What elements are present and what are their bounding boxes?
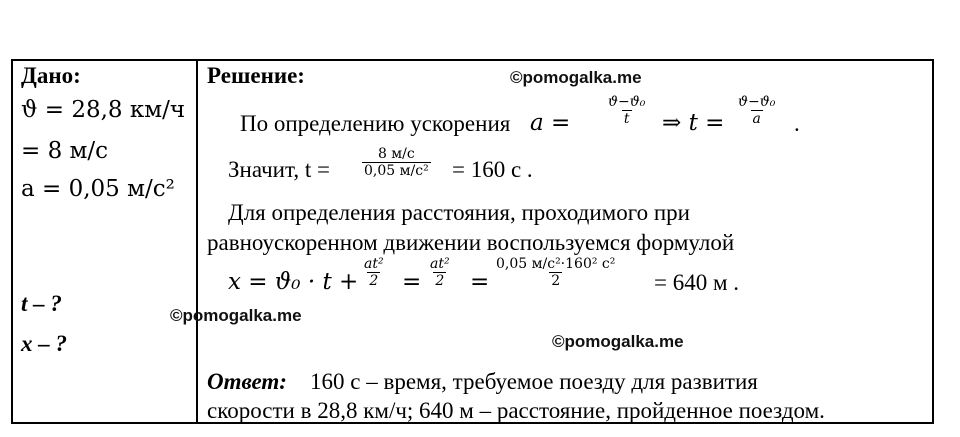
time-text: Значит, t = bbox=[228, 157, 330, 182]
formula-eq-2: = bbox=[470, 269, 490, 295]
fraction-f1-numerator: at² bbox=[364, 256, 384, 272]
fraction-f2-numerator: at² bbox=[430, 256, 450, 272]
fraction-a-numerator: ϑ−ϑ₀ bbox=[608, 94, 646, 110]
fraction-a-denominator: t bbox=[623, 111, 630, 128]
fraction-time-value bbox=[362, 146, 431, 179]
watermark: ©pomogalka.me bbox=[552, 332, 684, 351]
fraction-f3-denominator: 2 bbox=[551, 273, 561, 290]
answer-line-1: 160 с – время, требуемое поезду для развития bbox=[310, 369, 758, 394]
fraction-t-numerator: ϑ−ϑ₀ bbox=[738, 94, 776, 110]
line-end: . bbox=[794, 111, 800, 136]
watermark: ©pomogalka.me bbox=[510, 68, 642, 87]
fraction-f3 bbox=[494, 256, 617, 289]
paragraph-line-1: Для определения расстояния, проходимого при bbox=[228, 200, 690, 225]
solution-title: Решение: bbox=[207, 63, 305, 88]
given-speed-si: = 8 м/с bbox=[21, 138, 109, 164]
formula-implies: ⇒ t = bbox=[662, 110, 725, 136]
find-time: t – ? bbox=[21, 291, 62, 316]
formula-a-label: a = bbox=[530, 110, 571, 136]
formula-distance-result: = 640 м . bbox=[654, 270, 740, 295]
watermark: ©pomogalka.me bbox=[170, 306, 302, 325]
given-title: Дано: bbox=[21, 63, 81, 88]
given-speed: ϑ = 28,8 км/ч bbox=[21, 97, 186, 123]
find-distance: x – ? bbox=[21, 331, 67, 356]
paragraph-line-2: равноускоренном движении воспользуемся формулой bbox=[207, 230, 735, 255]
fraction-f2 bbox=[428, 256, 452, 289]
fraction-t bbox=[736, 94, 777, 127]
fraction-f2-denominator: 2 bbox=[435, 273, 445, 290]
fraction-f1 bbox=[362, 256, 386, 289]
fraction-f3-numerator: 0,05 м/с²·160² с² bbox=[496, 256, 616, 272]
fraction-a bbox=[606, 94, 647, 127]
answer-line-2: скорости в 28,8 км/ч; 640 м – расстояние, пройденное поездом. bbox=[207, 398, 825, 423]
fraction-time-numerator: 8 м/с bbox=[377, 146, 415, 162]
given-acceleration: a = 0,05 м/с² bbox=[21, 176, 175, 202]
fraction-f1-denominator: 2 bbox=[369, 273, 379, 290]
column-divider bbox=[196, 59, 198, 424]
answer-label: Ответ: bbox=[207, 369, 287, 394]
time-result: = 160 с . bbox=[452, 157, 533, 182]
fraction-t-denominator: a bbox=[752, 111, 761, 128]
formula-distance-start: x = ϑ₀ · t + bbox=[228, 269, 359, 295]
fraction-time-denominator: 0,05 м/с² bbox=[364, 163, 429, 180]
definition-text: По определению ускорения bbox=[240, 111, 511, 136]
formula-eq-1: = bbox=[402, 269, 422, 295]
